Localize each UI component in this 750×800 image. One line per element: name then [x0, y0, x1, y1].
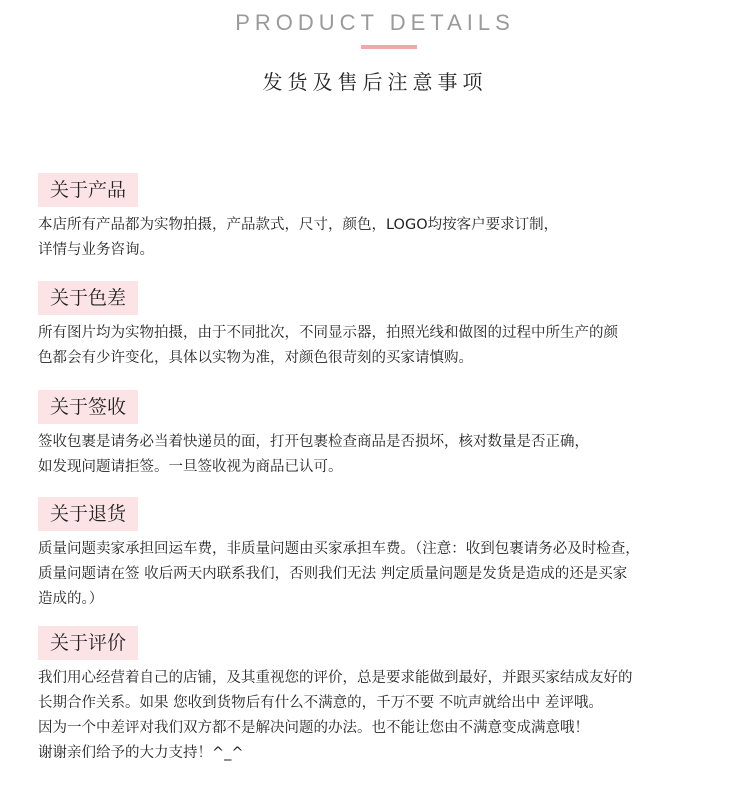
header-title-en: PRODUCT DETAILS	[235, 10, 515, 35]
section-color-difference	[38, 281, 728, 371]
section-title: 关于签收	[38, 390, 138, 424]
section-reviews	[38, 626, 728, 766]
body-line: 质量问题请在签 收后两天内联系我们，否则我们无法 判定质量问题是发货是造成的还是买家	[38, 566, 628, 582]
body-line: 色都会有少许变化，具体以实物为准，对颜色很苛刻的买家请慎购。	[38, 350, 473, 366]
section-title: 关于退货	[38, 497, 138, 531]
body-line: 如发现问题请拒签。一旦签收视为商品已认可。	[38, 459, 343, 475]
body-line: 本店所有产品都为实物拍摄，产品款式，尺寸，颜色，LOGO均按客户要求订制，	[38, 217, 559, 233]
body-line: 造成的。）	[38, 591, 104, 607]
header-divider	[361, 45, 417, 49]
header-title-cn: 发货及售后注意事项	[262, 70, 488, 94]
section-body	[38, 430, 728, 480]
body-line: 质量问题卖家承担回运车费，非质量问题由买家承担车费。（注意：收到包裹请务必及时检查，	[38, 541, 640, 557]
section-body	[38, 537, 728, 612]
section-receipt	[38, 390, 728, 480]
section-product	[38, 173, 728, 263]
body-line: 长期合作关系。如果 您收到货物后有什么不满意的，千万不要 不吭声就给出中 差评哦。	[38, 695, 603, 711]
body-line: 所有图片均为实物拍摄，由于不同批次，不同显示器，拍照光线和做图的过程中所生产的颜	[38, 325, 618, 341]
body-line: 我们用心经营着自己的店铺，及其重视您的评价，总是要求能做到最好，并跟买家结成友好的	[38, 670, 633, 686]
section-title: 关于色差	[38, 281, 138, 315]
section-title: 关于评价	[38, 626, 138, 660]
section-body	[38, 321, 728, 371]
body-line: 签收包裹是请务必当着快递员的面，打开包裹检查商品是否损坏，核对数量是否正确，	[38, 434, 589, 450]
body-line: 因为一个中差评对我们双方都不是解决问题的办法。也不能让您由不满意变成满意哦！	[38, 720, 589, 736]
section-body	[38, 213, 728, 263]
section-title: 关于产品	[38, 173, 138, 207]
section-body	[38, 666, 728, 766]
body-line: 谢谢亲们给予的大力支持！^_^	[38, 745, 244, 761]
body-line: 详情与业务咨询。	[38, 242, 154, 258]
section-returns	[38, 497, 728, 612]
